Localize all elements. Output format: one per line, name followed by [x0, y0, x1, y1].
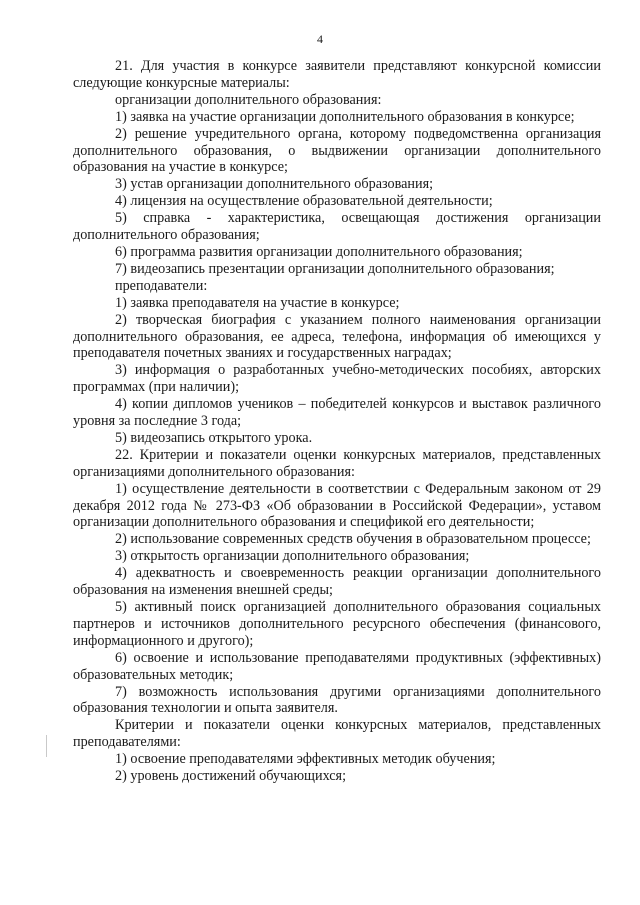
list-item: 7) видеозапись презентации организации дополнительного образования; [115, 260, 555, 277]
list-item: 3) открытость организации дополнительного образования; [115, 548, 470, 565]
list-item: 1) осуществление деятельности в соответствии с Федеральным законом от 29 декабря 2012 года № 273-ФЗ «Об образовании в Российской Федерации», уставом организации дополнительного образования и спецификой его деятельности; [73, 480, 601, 531]
list-item: 1) заявка преподавателя на участие в конкурсе; [115, 294, 400, 311]
list-item: 7) возможность использования другими организациями дополнительного образования технологии и опыта заявителя. [73, 683, 601, 717]
list-item: 6) программа развития организации дополнительного образования; [115, 243, 523, 260]
list-item: 1) освоение преподавателями эффективных методик обучения; [115, 751, 496, 768]
list-item: 3) устав организации дополнительного образования; [115, 176, 434, 193]
paragraph-22-intro: 22. Критерии и показатели оценки конкурсных материалов, представленных организациями дополнительного образования: [73, 446, 601, 480]
list-item: 1) заявка на участие организации дополнительного образования в конкурсе; [115, 108, 575, 125]
list-item: 4) копии дипломов учеников – победителей конкурсов и выставок различного уровня за последние 3 года; [73, 396, 601, 430]
paragraph-org-heading: организации дополнительного образования: [115, 91, 382, 108]
list-item: 4) лицензия на осуществление образовательной деятельности; [115, 193, 493, 210]
paragraph-teacher-criteria-intro: Критерии и показатели оценки конкурсных материалов, представленных преподавателями: [73, 717, 601, 751]
list-item: 2) уровень достижений обучающихся; [115, 768, 347, 785]
page-number: 4 [317, 32, 323, 46]
list-item: 3) информация о разработанных учебно-методических пособиях, авторских программах (при наличии); [73, 362, 601, 396]
paragraph-21-intro: 21. Для участия в конкурсе заявители представляют конкурсной комиссии следующие конкурсные материалы: [73, 58, 601, 91]
list-item: 2) творческая биография с указанием полного наименования организации дополнительного образования, ее адреса, телефона, информация об имеющихся у преподавателя почетных званиях и государственных наградах; [73, 311, 601, 362]
list-item: 2) использование современных средств обучения в образовательном процессе; [115, 531, 591, 548]
list-item: 5) видеозапись открытого урока. [115, 429, 313, 446]
list-item: 5) активный поиск организацией дополнительного образования социальных партнеров и источников дополнительного ресурсного обеспечения (финансового, информационного и другого); [73, 599, 601, 649]
document-body [73, 58, 601, 785]
paragraph-teachers-heading: преподаватели: [115, 277, 208, 294]
list-item: 5) справка - характеристика, освещающая достижения организации дополнительного образования; [73, 210, 601, 244]
list-item: 2) решение учредительного органа, которому подведомственна организация дополнительного образования, о выдвижении организации дополнительного образования на участие в конкурсе; [73, 125, 601, 176]
list-item: 4) адекватность и своевременность реакции организации дополнительного образования на изменения внешней среды; [73, 565, 601, 599]
scan-artifact-line [46, 735, 47, 757]
list-item: 6) освоение и использование преподавателями продуктивных (эффективных) образовательных методик; [73, 649, 601, 683]
